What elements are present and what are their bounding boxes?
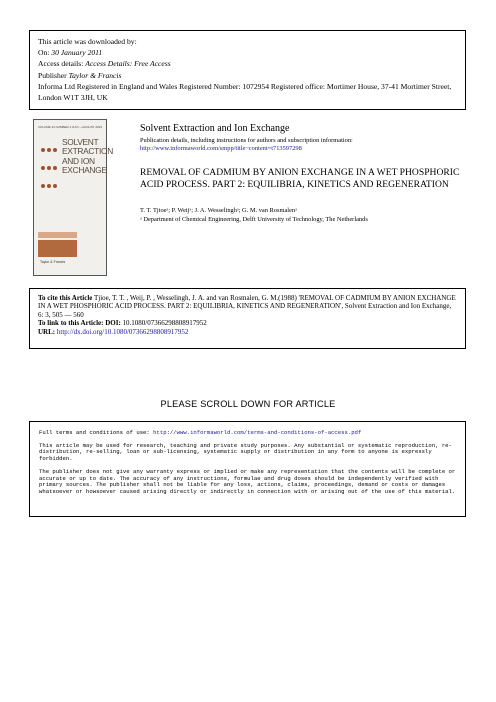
on-label: On:: [38, 48, 50, 58]
cite-label: To cite this Article: [38, 294, 93, 302]
access-value: Access Details: Free Access: [85, 59, 171, 69]
author-affiliation: ᵃ Department of Chemical Engineering, Delft University of Technology, The Netherlands: [140, 216, 368, 223]
cover-title-line: SOLVENT: [62, 137, 99, 147]
cite-article: [38, 294, 456, 319]
cover-header: [38, 125, 102, 131]
terms-box: [29, 421, 466, 517]
cover-date: JULY—AUGUST 2015: [71, 125, 102, 129]
cover-title-line: EXTRACTION: [62, 146, 113, 157]
publication-details: [140, 137, 353, 153]
url-label: URL:: [38, 327, 56, 336]
on-value: 30 January 2011: [51, 48, 103, 58]
full-terms-label: Full terms and conditions of use:: [39, 429, 150, 436]
access-label: Access details:: [38, 59, 84, 69]
doi-line: [38, 319, 465, 327]
cover-stripe: [38, 232, 77, 238]
citation-box: [29, 288, 466, 349]
terms-paragraph-warranty: The publisher does not give any warranty express or implied or make any representation that the contents will be complete or accurate or up to date. The accuracy of any instructions, formulae and drug doses should be independently verified with primary sources. The publisher shall not be liable for any loss, actions, claims, proceedings, demand or costs or damages whatsoever or howsoever caused arising directly or indirectly in connection with or arising out of the use of this material.: [39, 467, 456, 495]
publication-details-text: Publication details, including instructions for authors and subscription information:: [140, 137, 353, 144]
cover-publisher-logo: Taylor & Francis: [40, 260, 66, 264]
doi-label: To link to this Article: DOI:: [38, 319, 121, 328]
download-date: [38, 47, 465, 58]
cover-block: [38, 240, 77, 257]
cite-text: Tjioe, T. T. , Weij, P. , Wesselingh, J. A. and van Rosmalen, G. M.(1988) 'REMOVAL OF CADMIUM BY ANION EXCHANGE IN A WET PHOSPHORIC ACID PROCESS. PART 2: EQUILIBRIA, KINETICS AND REGENERATION', Solvent Extraction and Ion Exchange, 6: 3, 505 — 560: [38, 294, 456, 319]
registration-text: Informa Ltd Registered in England and Wales Registered Number: 1072954 Registered office: Mortimer House, 37-41 Mortimer Street, London W1T 3JH, UK: [38, 81, 452, 103]
url-line: [38, 328, 465, 336]
publisher-line: [38, 70, 465, 81]
cover-volume: VOLUME 33: [38, 125, 55, 129]
downloaded-by-text: This article was downloaded by:: [38, 37, 137, 46]
journal-url-link[interactable]: http://www.informaworld.com/smpp/title~content=t713597298: [140, 145, 302, 152]
publisher-value: Taylor & Francis: [68, 70, 122, 80]
cover-number: NUMBER 4: [55, 125, 72, 129]
journal-name: Solvent Extraction and Ion Exchange: [140, 123, 290, 134]
scroll-notice: PLEASE SCROLL DOWN FOR ARTICLE: [160, 399, 336, 409]
journal-cover-image: [33, 119, 113, 276]
article-url-link[interactable]: http://dx.doi.org/10.1080/07366298808917952: [56, 327, 189, 336]
article-authors: T. T. Tjioeᵃ; P. Weijᵃ; J. A. Wesselinghᵃ; G. M. van Rosmalenᵃ: [140, 207, 297, 214]
cover-title: [62, 137, 113, 176]
doi-value: 10.1080/07366298808917952: [122, 319, 207, 328]
publisher-label: Publisher: [38, 70, 67, 80]
cover-title-line: EXCHANGE: [62, 165, 107, 176]
access-details: [38, 58, 465, 69]
full-terms-line: [39, 430, 457, 437]
article-title: REMOVAL OF CADMIUM BY ANION EXCHANGE IN A WET PHOSPHORIC ACID PROCESS. PART 2: EQUILIBRIA, KINETICS AND REGENERATION: [140, 167, 460, 191]
cover-dots-graphic: [40, 140, 58, 194]
download-info-box: [29, 30, 466, 110]
cover-title-line: AND ION: [62, 155, 95, 166]
terms-paragraph-usage: This article may be used for research, teaching and private study purposes. Any substantial or systematic reproduction, re-distribution, re-selling, loan or sub-licensing, systematic supply or distribution in any form to anyone is expressly forbidden.: [39, 441, 452, 463]
terms-url-link[interactable]: http://www.informaworld.com/terms-and-conditions-of-access.pdf: [153, 429, 362, 436]
